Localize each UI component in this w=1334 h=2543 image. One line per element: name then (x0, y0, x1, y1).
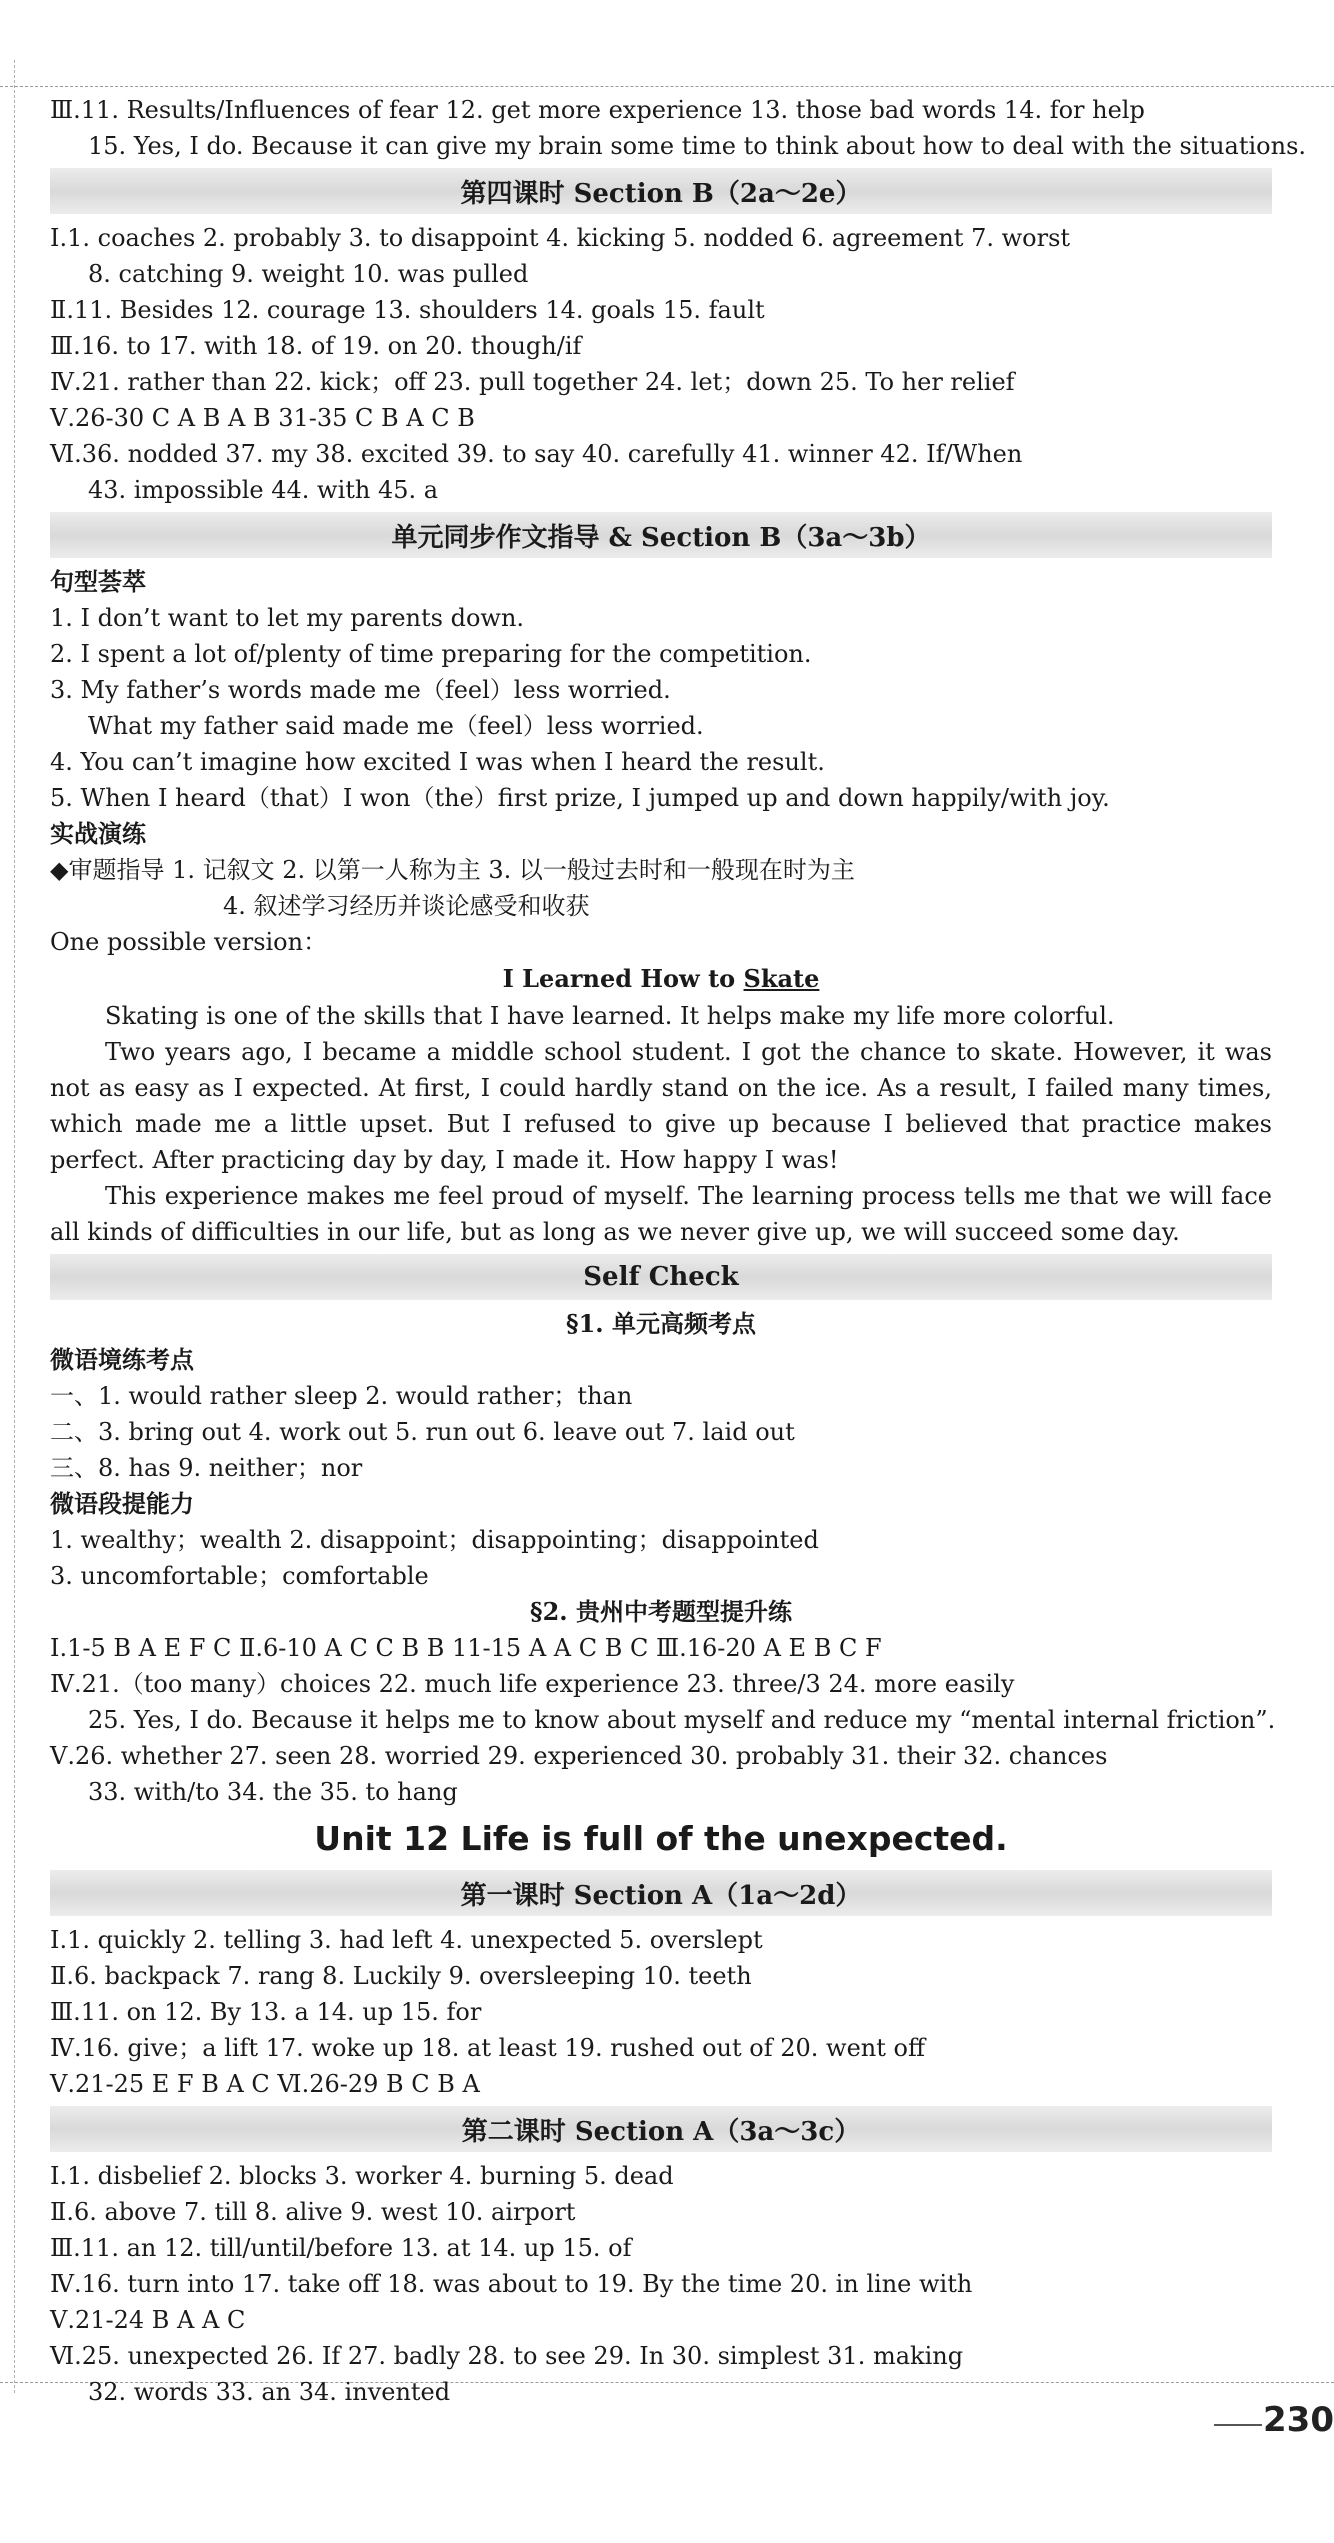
subsection-label: 实战演练 (50, 819, 146, 848)
answer-line: Ⅴ.21-24 B A A C (50, 2306, 246, 2334)
sentence-line: What my father said made me（feel）less worried. (88, 712, 704, 740)
answer-line: Ⅲ.11. Results/Influences of fear 12. get more experience 13. those bad words 14. for help (50, 96, 1145, 124)
answer-line: 3. uncomfortable；comfortable (50, 1562, 429, 1590)
answer-line: 三、8. has 9. neither；nor (50, 1454, 363, 1482)
answer-line: Ⅳ.16. give；a lift 17. woke up 18. at least 19. rushed out of 20. went off (50, 2034, 926, 2062)
answer-line: Ⅱ.11. Besides 12. courage 13. shoulders 14. goals 15. fault (50, 296, 765, 324)
sentence-line: 4. You can’t imagine how excited I was when I heard the result. (50, 748, 825, 776)
possible-version-label: One possible version： (50, 928, 328, 956)
answer-line: 8. catching 9. weight 10. was pulled (88, 260, 529, 288)
answer-line: Ⅵ.25. unexpected 26. If 27. badly 28. to see 29. In 30. simplest 31. making (50, 2342, 964, 2370)
sentence-line: 2. I spent a lot of/plenty of time preparing for the competition. (50, 640, 812, 668)
essay-paragraph: This experience makes me feel proud of myself. The learning process tells me that we will face all kinds of difficulties in our life, but as long as we never give up, we will succeed some day. (50, 1182, 1272, 1246)
answer-page (50, 92, 1307, 2410)
section-header: 第一课时 Section A（1a～2d） (50, 1870, 1272, 1916)
essay-title-underlined: Skate (743, 964, 820, 993)
top-dashed-rule (0, 86, 1334, 87)
subsection-heading: §2. 贵州中考题型提升练 (530, 1597, 792, 1626)
section-header: 第二课时 Section A（3a～3c） (50, 2106, 1272, 2152)
answer-line: Ⅴ.26-30 C A B A B 31-35 C B A C B (50, 404, 475, 432)
answer-line: Ⅲ.11. an 12. till/until/before 13. at 14. up 15. of (50, 2234, 632, 2262)
section-header: 单元同步作文指导 & Section B（3a～3b） (50, 512, 1272, 558)
unit-title: Unit 12 Life is full of the unexpected. (314, 1819, 1008, 1858)
sentence-line: 3. My father’s words made me（feel）less worried. (50, 676, 671, 704)
section-header: 第四课时 Section B（2a～2e） (50, 168, 1272, 214)
page-number-dash (1214, 2424, 1262, 2426)
sentence-line: 5. When I heard（that）I won（the）first prize, I jumped up and down happily/with joy. (50, 784, 1110, 812)
answer-line: 25. Yes, I do. Because it helps me to know about myself and reduce my “mental internal friction”. (88, 1706, 1276, 1734)
sentence-line: 1. I don’t want to let my parents down. (50, 604, 525, 632)
answer-line: Ⅴ.21-25 E F B A C Ⅵ.26-29 B C B A (50, 2070, 480, 2098)
answer-line: Ⅳ.16. turn into 17. take off 18. was about to 19. By the time 20. in line with (50, 2270, 973, 2298)
essay-paragraph: Two years ago, I became a middle school student. I got the chance to skate. However, it was not as easy as I expected. At first, I could hardly stand on the ice. As a result, I failed many times, which made me a little upset. But I refused to give up because I believed that practice makes perfect. After practicing day by day, I made it. How happy I was! (50, 1038, 1272, 1174)
guide-line: 4. 叙述学习经历并谈论感受和收获 (223, 892, 590, 920)
page-number: 230 (1263, 2400, 1334, 2440)
answer-line: Ⅳ.21.（too many）choices 22. much life experience 23. three/3 24. more easily (50, 1670, 1015, 1698)
subsection-label: 句型荟萃 (50, 567, 146, 596)
answer-line: Ⅱ.6. above 7. till 8. alive 9. west 10. airport (50, 2198, 576, 2226)
answer-line: Ⅰ.1-5 B A E F C Ⅱ.6-10 A C C B B 11-15 A A C B C Ⅲ.16-20 A E B C F (50, 1634, 882, 1662)
answer-line: 一、1. would rather sleep 2. would rather；than (50, 1382, 633, 1410)
subsection-label: 微语境练考点 (50, 1345, 194, 1374)
essay-title: I Learned How to Skate (502, 964, 820, 993)
guide-line: ◆审题指导 1. 记叙文 2. 以第一人称为主 3. 以一般过去时和一般现在时为主 (50, 856, 855, 884)
answer-line: 33. with/to 34. the 35. to hang (88, 1778, 458, 1806)
answer-line: Ⅱ.6. backpack 7. rang 8. Luckily 9. oversleeping 10. teeth (50, 1962, 752, 1990)
answer-line: 15. Yes, I do. Because it can give my brain some time to think about how to deal with the situations. (88, 132, 1307, 160)
answer-line: 二、3. bring out 4. work out 5. run out 6. leave out 7. laid out (50, 1418, 795, 1446)
answer-line: Ⅰ.1. coaches 2. probably 3. to disappoint 4. kicking 5. nodded 6. agreement 7. worst (50, 224, 1071, 252)
essay-paragraph: Skating is one of the skills that I have learned. It helps make my life more colorful. (105, 1002, 1115, 1030)
answer-line: 43. impossible 44. with 45. a (88, 476, 439, 504)
answer-line: Ⅴ.26. whether 27. seen 28. worried 29. experienced 30. probably 31. their 32. chances (50, 1742, 1108, 1770)
subsection-heading: §1. 单元高频考点 (566, 1309, 756, 1338)
answer-line: 32. words 33. an 34. invented (88, 2378, 451, 2406)
answer-line: Ⅳ.21. rather than 22. kick；off 23. pull together 24. let；down 25. To her relief (50, 368, 1015, 396)
left-dashed-rule (14, 60, 15, 2393)
section-header: Self Check (50, 1254, 1272, 1300)
answer-line: 1. wealthy；wealth 2. disappoint；disappointing；disappointed (50, 1526, 819, 1554)
answer-line: Ⅲ.16. to 17. with 18. of 19. on 20. though/if (50, 332, 582, 360)
answer-line: Ⅰ.1. disbelief 2. blocks 3. worker 4. burning 5. dead (50, 2162, 674, 2190)
answer-line: Ⅰ.1. quickly 2. telling 3. had left 4. unexpected 5. overslept (50, 1926, 763, 1954)
answer-line: Ⅵ.36. nodded 37. my 38. excited 39. to say 40. carefully 41. winner 42. If/When (50, 440, 1023, 468)
subsection-label: 微语段提能力 (50, 1489, 194, 1518)
answer-line: Ⅲ.11. on 12. By 13. a 14. up 15. for (50, 1998, 482, 2026)
